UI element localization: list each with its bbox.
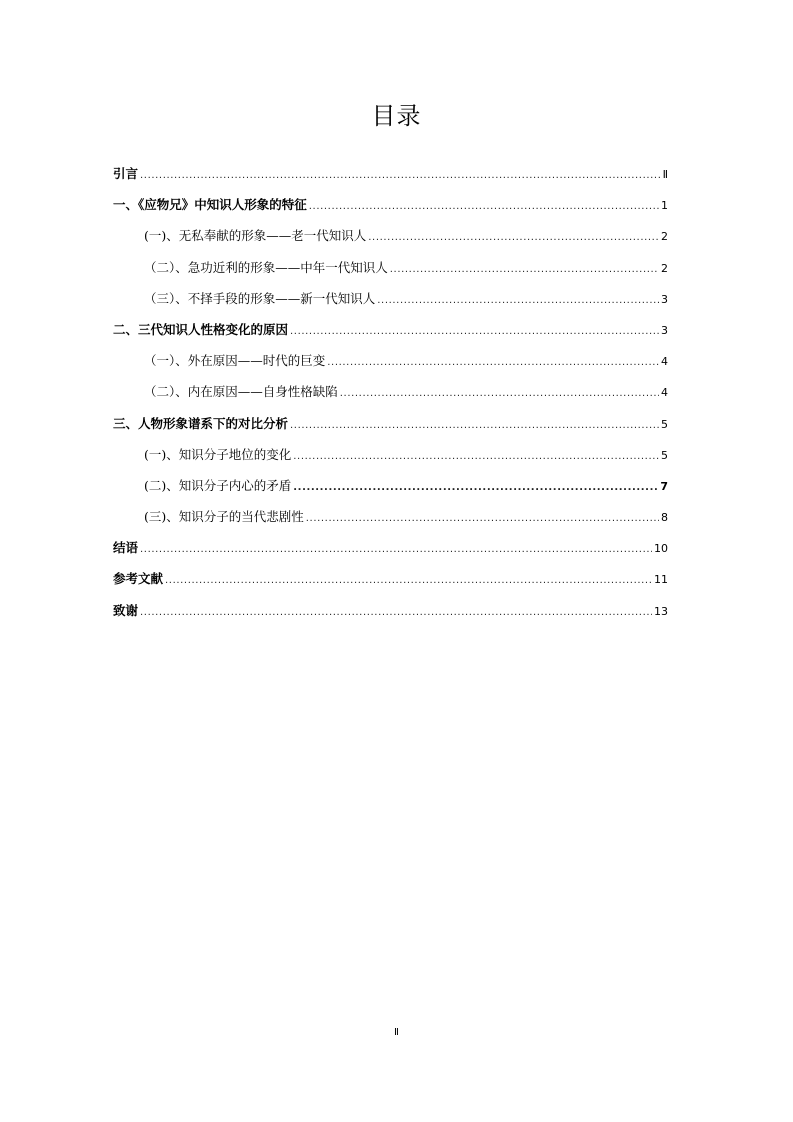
toc-entry-page: 10 xyxy=(654,542,668,556)
toc-entry[interactable] xyxy=(113,161,668,192)
toc-entry[interactable] xyxy=(113,504,668,535)
dot-leader xyxy=(327,352,659,374)
toc-entry-page: Ⅱ xyxy=(662,168,668,181)
dot-leader xyxy=(340,383,659,405)
toc-entry[interactable] xyxy=(113,348,668,379)
toc-entry[interactable] xyxy=(113,535,668,566)
dot-leader xyxy=(390,259,659,281)
toc-entry-page: 4 xyxy=(661,386,668,400)
toc-entry-page: 13 xyxy=(654,604,668,618)
dot-leader xyxy=(165,570,652,592)
dot-leader xyxy=(140,539,652,561)
toc-entry-label: 三、人物形象谱系下的对比分析 xyxy=(113,415,289,431)
toc-entry-label: 致谢 xyxy=(113,602,139,618)
toc-entry-page: 7 xyxy=(660,479,668,493)
dot-leader xyxy=(140,165,661,187)
toc-entry-label: (二)、知识分子内心的矛盾 xyxy=(144,477,292,493)
toc-entry-label: (三)、知识分子的当代悲剧性 xyxy=(144,509,304,525)
toc-entry-page: 11 xyxy=(654,573,668,587)
toc-entry[interactable] xyxy=(113,192,668,223)
toc-entry-label: （三）、不择手段的形象——新一代知识人 xyxy=(144,290,376,306)
toc-entry-label: (一)、知识分子地位的变化 xyxy=(144,446,292,462)
toc-entry-page: 2 xyxy=(661,261,668,275)
toc-entry[interactable] xyxy=(113,379,668,410)
dot-leader xyxy=(368,227,659,249)
toc-entry[interactable] xyxy=(113,223,668,254)
toc-entry-label: 结语 xyxy=(113,540,139,556)
toc-entry[interactable] xyxy=(113,317,668,348)
toc-list xyxy=(113,161,668,629)
toc-entry-page: 2 xyxy=(661,230,668,244)
dot-leader xyxy=(309,196,659,218)
toc-entry[interactable] xyxy=(113,566,668,597)
toc-entry[interactable] xyxy=(113,411,668,442)
toc-entry[interactable] xyxy=(113,286,668,317)
toc-entry-page: 5 xyxy=(661,417,668,431)
toc-entry-label: （二）、急功近利的形象——中年一代知识人 xyxy=(144,259,388,275)
toc-entry-page: 4 xyxy=(661,355,668,369)
dot-leader xyxy=(290,321,659,343)
toc-entry-label: 引言 xyxy=(113,166,139,181)
toc-entry[interactable] xyxy=(113,598,668,629)
toc-entry-label: 一、《应物兄》中知识人形象的特征 xyxy=(113,197,307,213)
dot-leader xyxy=(293,446,659,468)
dot-leader xyxy=(140,602,652,624)
toc-entry-label: （二）、内在原因——自身性格缺陷 xyxy=(144,384,338,400)
footer-page-number: Ⅱ xyxy=(394,1027,399,1038)
toc-entry-label: （一）、外在原因——时代的巨变 xyxy=(144,353,326,369)
toc-entry-page: 5 xyxy=(661,448,668,462)
toc-entry-page: 8 xyxy=(661,511,668,525)
toc-entry-page: 3 xyxy=(661,292,668,306)
toc-title: 目录 xyxy=(371,102,422,130)
dot-leader xyxy=(306,508,659,530)
toc-entry-label: (一)、无私奉献的形象——老一代知识人 xyxy=(144,228,367,244)
toc-entry-label: 参考文献 xyxy=(113,571,164,587)
toc-entry-label: 二、三代知识人性格变化的原因 xyxy=(113,321,289,337)
toc-entry[interactable] xyxy=(113,255,668,286)
dot-leader xyxy=(293,477,658,499)
dot-leader xyxy=(377,290,659,312)
toc-entry-page: 3 xyxy=(661,323,668,337)
toc-entry[interactable] xyxy=(113,442,668,473)
dot-leader xyxy=(290,415,659,437)
toc-entry[interactable] xyxy=(113,473,668,504)
toc-entry-page: 1 xyxy=(661,199,668,213)
